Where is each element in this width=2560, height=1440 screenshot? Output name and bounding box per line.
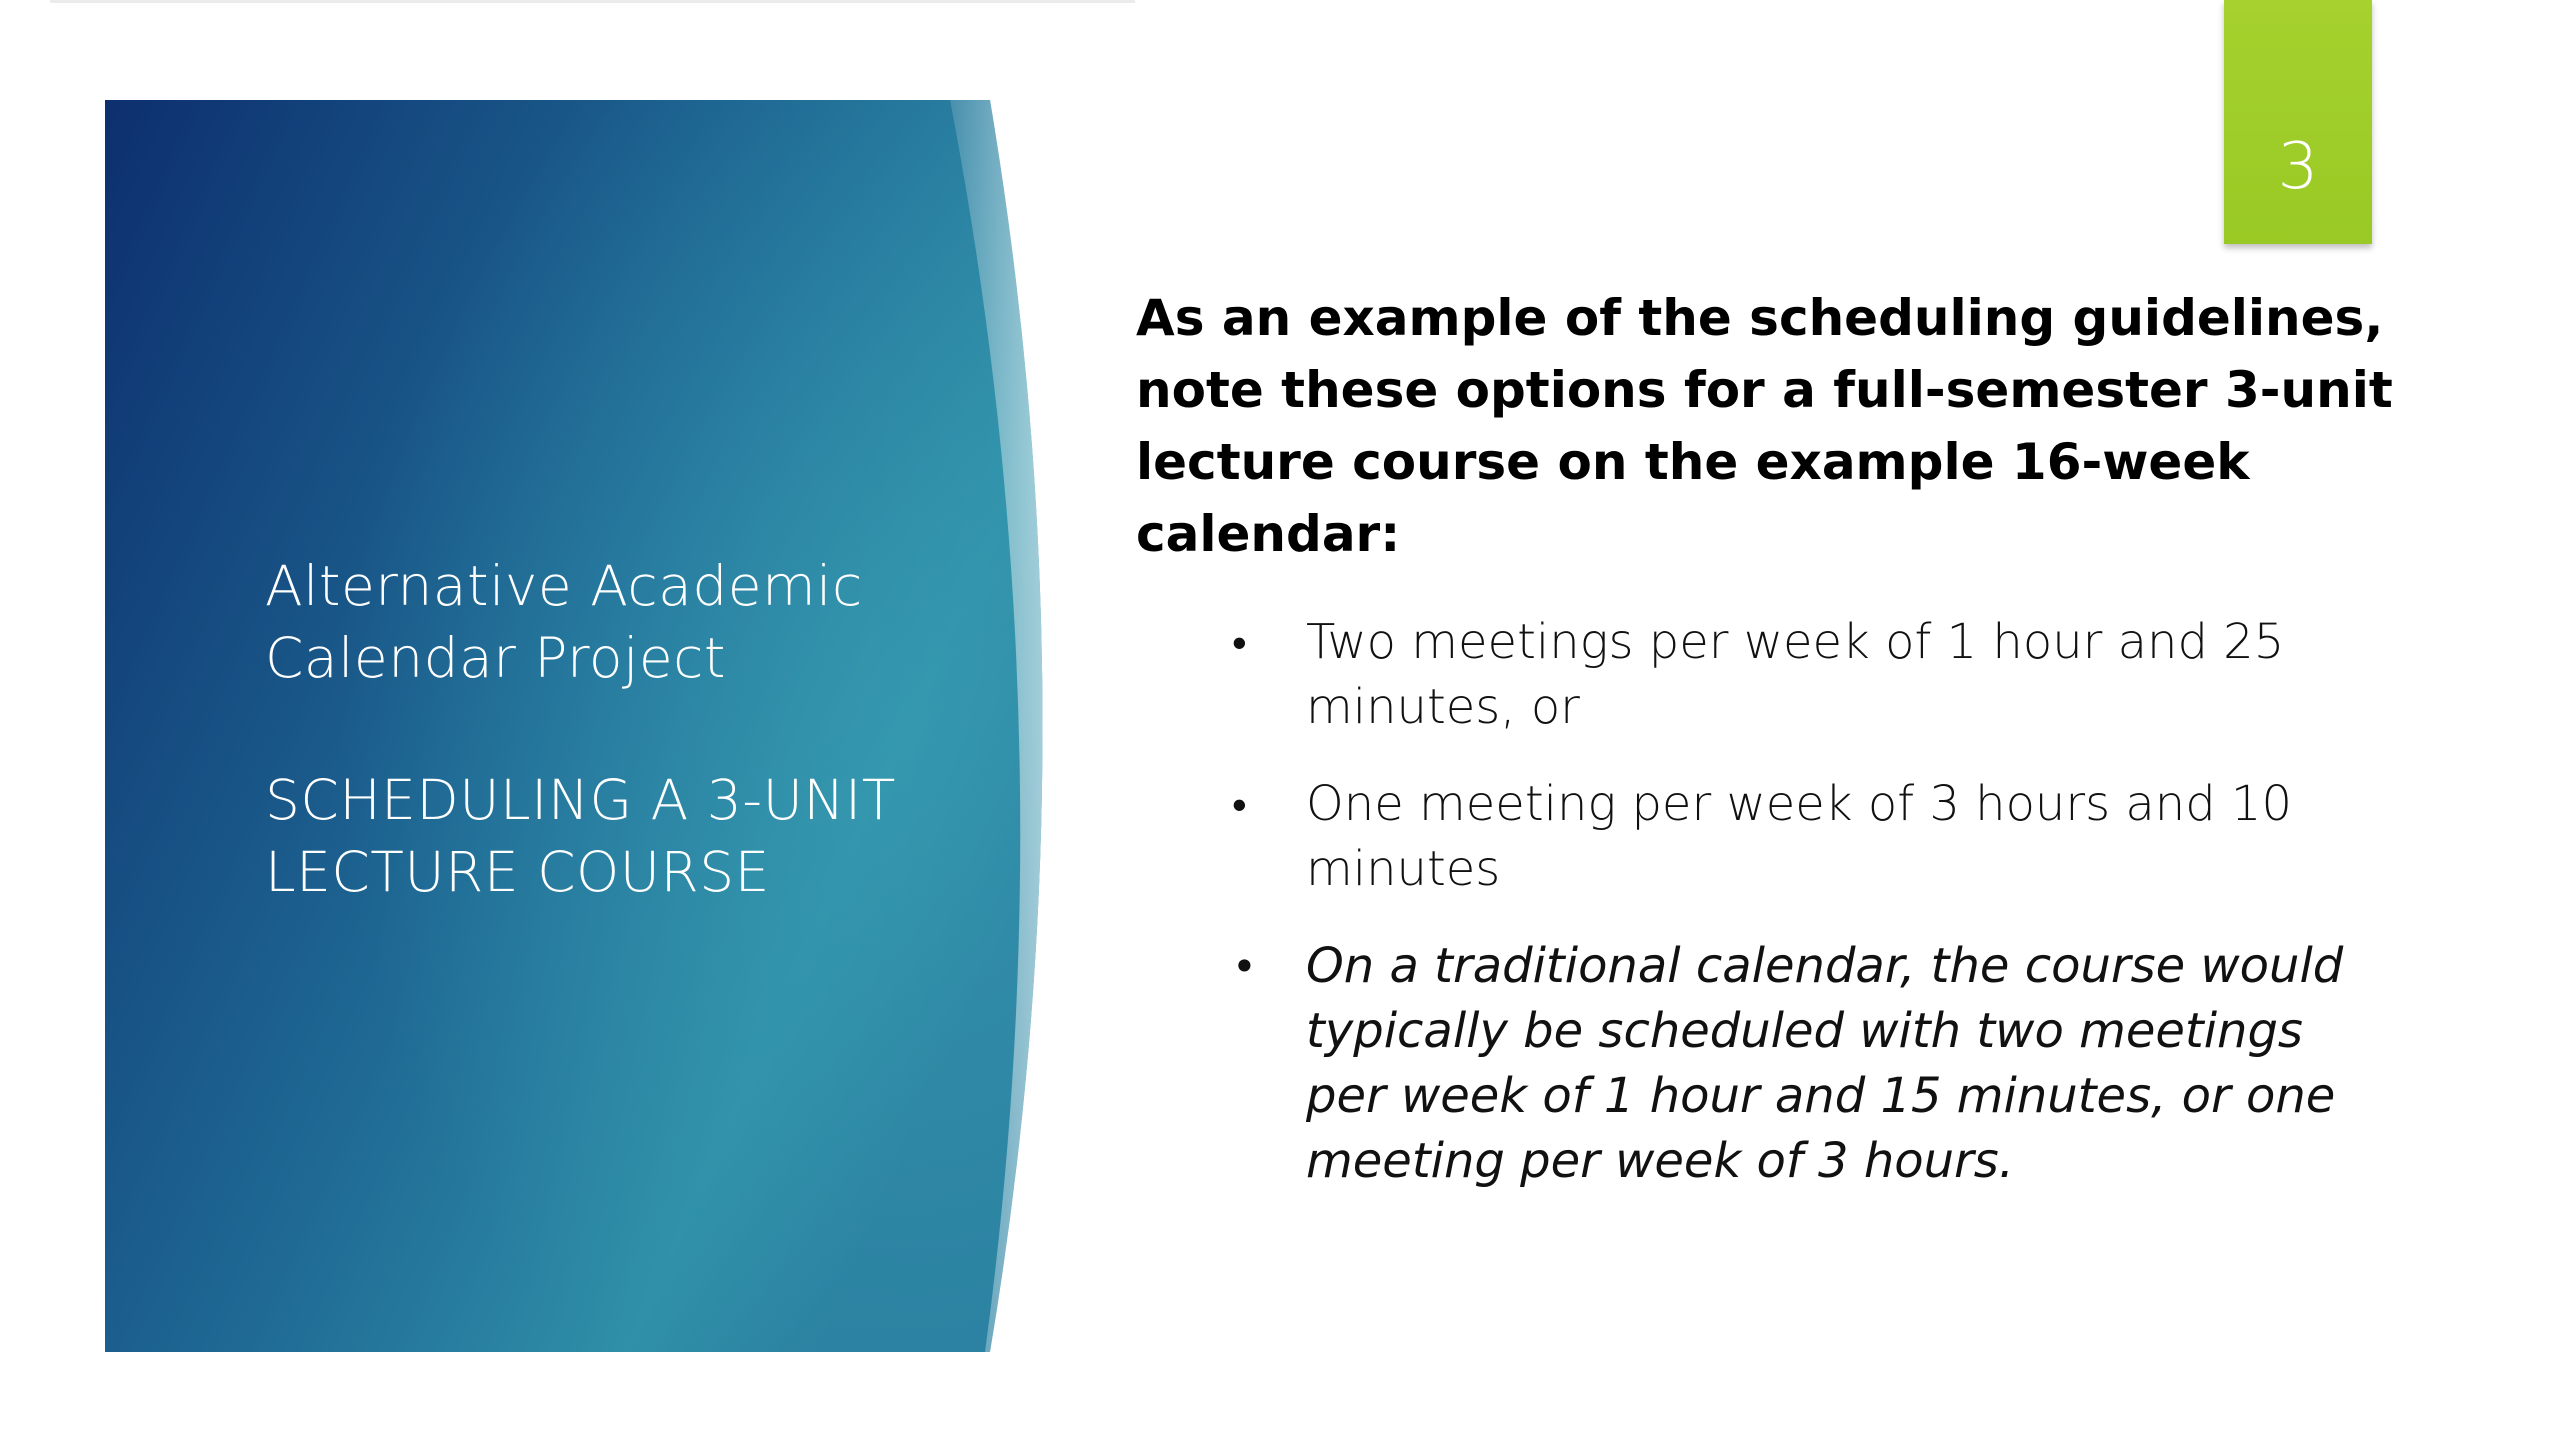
slide-number-badge — [2224, 0, 2372, 244]
title-line: Calendar Project — [265, 626, 726, 690]
bullet-marker: • — [1232, 942, 1257, 991]
bullet-item — [1136, 610, 2396, 740]
title-spacer — [265, 694, 1045, 764]
slide-title — [265, 550, 1045, 908]
subtitle-line: SCHEDULING A 3-UNIT — [265, 768, 896, 832]
subtitle-line: LECTURE COURSE — [265, 840, 770, 904]
bullet-item — [1136, 772, 2396, 902]
top-divider — [50, 0, 1135, 3]
intro-paragraph: As an example of the scheduling guidelines, note these options for a full-semester 3-unit lecture course on the example 16-week calendar: — [1136, 289, 2393, 563]
slide-content — [1136, 282, 2396, 1226]
bullet-list — [1136, 610, 2396, 1194]
bullet-text: Two meetings per week of 1 hour and 25 minutes, or — [1306, 614, 2285, 735]
bullet-text: On a traditional calendar, the course would typically be scheduled with two meetings per week of 1 hour and 15 minutes, or one meeting per week of 3 hours. — [1306, 938, 2344, 1189]
bullet-item — [1136, 934, 2396, 1194]
bullet-text: One meeting per week of 3 hours and 10 minutes — [1306, 776, 2292, 897]
bullet-marker: • — [1232, 780, 1247, 829]
title-panel — [105, 100, 1043, 1352]
slide-number: 3 — [2277, 130, 2319, 204]
bullet-marker: • — [1232, 618, 1247, 667]
title-line: Alternative Academic — [265, 554, 863, 618]
